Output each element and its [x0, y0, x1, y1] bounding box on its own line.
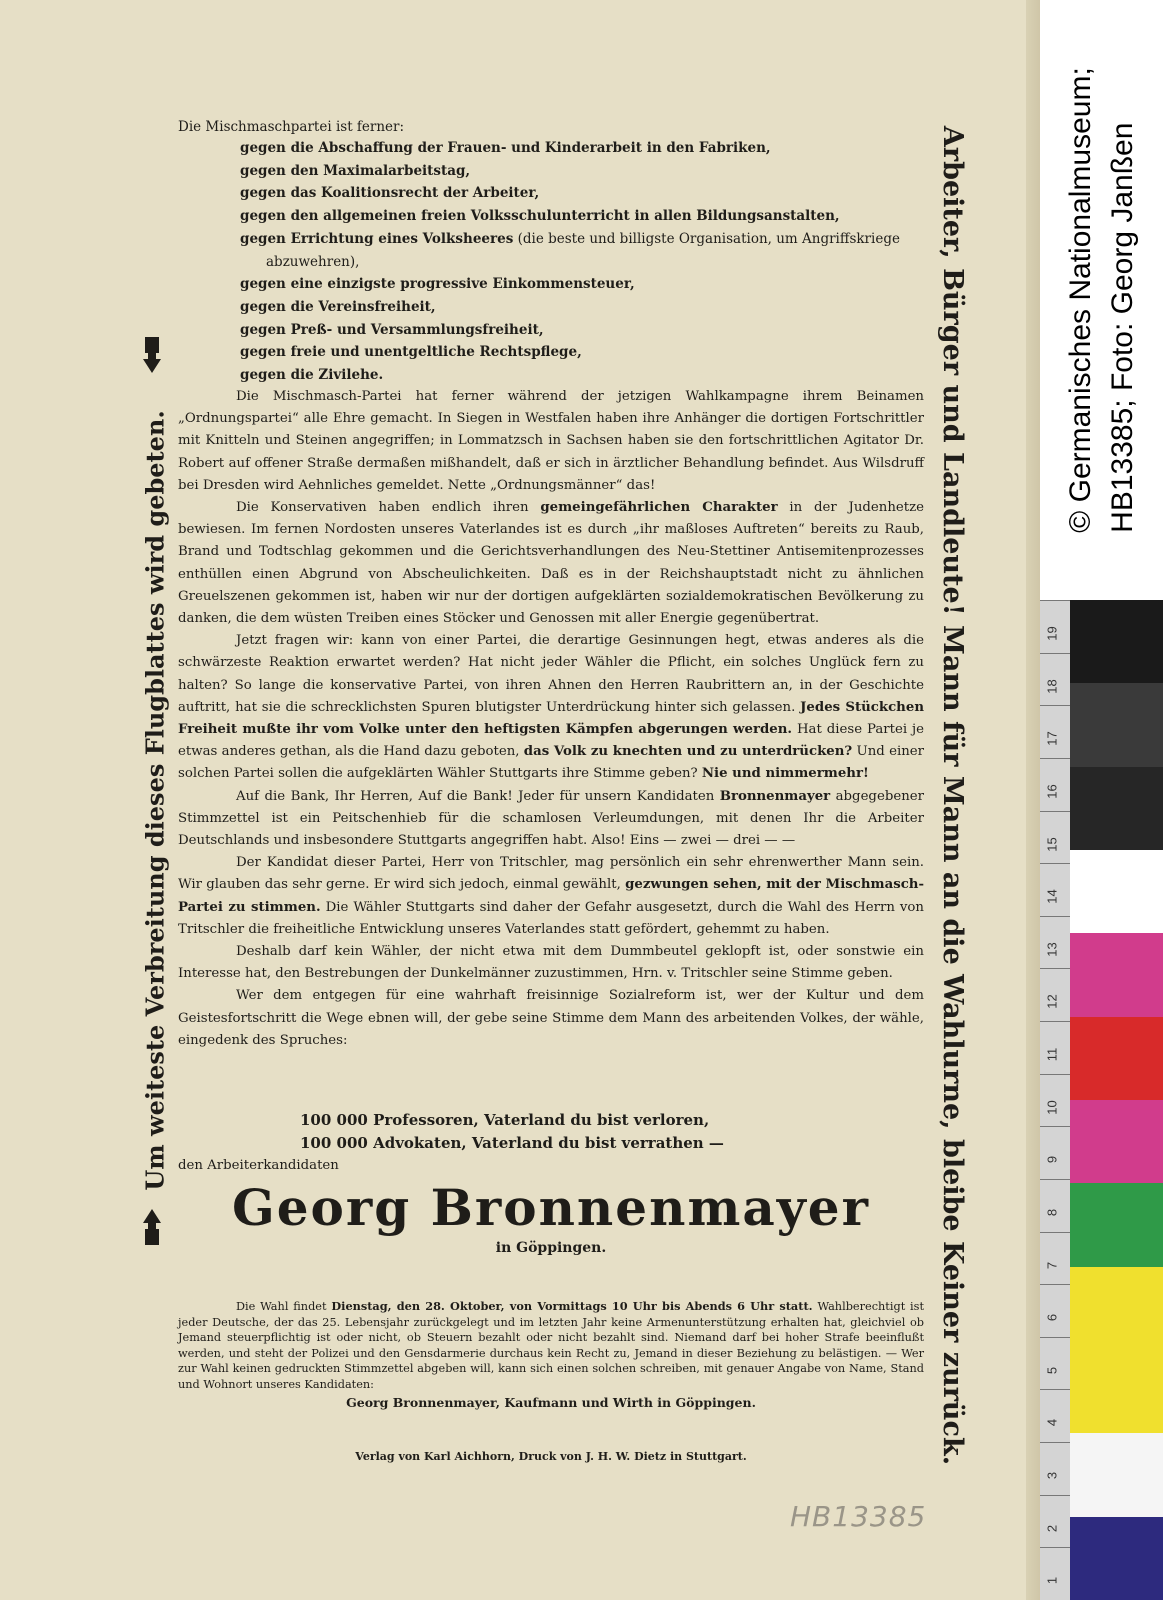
pointing-hand-icon [137, 335, 167, 375]
ruler-tick: 12 [1040, 968, 1070, 1021]
body-text [178, 386, 924, 1052]
list-item: gegen eine einzigste progressive Einkommensteuer, [240, 276, 635, 293]
paragraph-sozialreform: Wer dem entgegen für eine wahrhaft freisinnige Sozialreform ist, wer der Kultur und dem Geistesfortschritt die Wege ebnen will, der gebe seine Stimme dem Mann des arbeitenden Volkes, der wähle, eingedenk des Spruches: [178, 988, 924, 1048]
archive-number-handwritten: HB13385 [790, 1500, 927, 1533]
color-calibration-chart [1070, 600, 1163, 1600]
ruler-tick: 17 [1040, 705, 1070, 758]
color-swatch [1070, 1350, 1163, 1433]
election-info-candidate: Georg Bronnenmayer, Kaufmann und Wirth in Göppingen. [346, 1394, 756, 1410]
ruler-tick: 10 [1040, 1074, 1070, 1127]
color-swatch [1070, 1433, 1163, 1516]
list-item: gegen die Zivilehe. [240, 367, 384, 384]
color-swatch [1070, 600, 1163, 683]
list-item: gegen den Maximalarbeitstag, [240, 162, 471, 179]
ruler-tick: 16 [1040, 758, 1070, 811]
color-swatch [1070, 1183, 1163, 1266]
color-swatch [1070, 1100, 1163, 1183]
paragraph-bank: Auf die Bank, Ihr Herren, Auf die Bank! Jeder für unsern Kandidaten Bronnenmayer abgegebener Stimmzettel ist ein Peitschenhieb für die schamlosen Verleumdungen, mit denen Ihr die Arbeiter Deutschlands und insbesondere Stuttgarts angegriffen habt. Also! Eins — zwei — drei — — [178, 788, 924, 849]
list-item: gegen freie und unentgeltliche Rechtspflege, [240, 344, 582, 361]
ruler-tick: 6 [1040, 1284, 1070, 1337]
left-margin-text: Um weiteste Verbreitung dieses Flugblattes wird gebeten. [140, 409, 170, 1191]
publisher-imprint: Verlag von Karl Aichhorn, Druck von J. H. W. Dietz in Stuttgart. [355, 1450, 747, 1463]
ruler-tick: 5 [1040, 1337, 1070, 1390]
candidate-intro: den Arbeiterkandidaten [178, 1158, 339, 1173]
ruler-tick: 14 [1040, 863, 1070, 916]
ruler-tick: 18 [1040, 653, 1070, 706]
paragraph-ordnungspartei: Die Mischmasch-Partei hat ferner während der jetzigen Wahlkampagne ihrem Beinamen „Ordnungspartei“ alle Ehre gemacht. In Siegen in Westfalen haben ihre Anhänger die dortigen Fortschrittler mit Knitteln und Steinen angegriffen; in Lommatzsch in Sachsen haben sie den fortschrittlichen Agitator Dr. Robert auf offener Straße dermaßen mißhandelt, daß er sich in ärztlicher Behandlung befindet. Aus Wilsdruff bei Dresden wird Aehnliches gemeldet. Nette „Ordnungsmänner“ das! [178, 389, 924, 493]
right-margin-text: Arbeiter, Bürger und Landleute! Mann für Mann an die Wahlurne, bleibe Keiner zurück. [937, 125, 969, 1465]
ruler-tick: 19 [1040, 600, 1070, 653]
color-swatch [1070, 1517, 1163, 1600]
photo-credit [1040, 0, 1163, 600]
list-item: gegen Preß- und Versammlungsfreiheit, [240, 321, 544, 338]
color-swatch [1070, 1017, 1163, 1100]
list-item: gegen den allgemeinen freien Volksschulunterricht in allen Bildungsanstalten, [240, 208, 840, 225]
ruler-tick: 13 [1040, 916, 1070, 969]
color-swatch [1070, 683, 1163, 766]
paragraph-dummbeutel: Deshalb darf kein Wähler, der nicht etwa mit dem Dummbeutel geklopft ist, oder sonstwie ein Interesse hat, den Bestrebungen der Dunkelmänner zuzustimmen, Hrn. v. Tritschler seine Stimme geben. [178, 944, 924, 982]
credit-line-2: HB13385; Foto: Georg Janßen [1105, 122, 1139, 533]
slogan-line-1: 100 000 Professoren, Vaterland du bist verloren, [300, 1111, 710, 1129]
ruler-tick: 2 [1040, 1495, 1070, 1548]
ruler-tick: 7 [1040, 1232, 1070, 1285]
color-swatch [1070, 933, 1163, 1016]
pointing-hand-icon [137, 1207, 167, 1247]
color-swatch [1070, 1267, 1163, 1350]
opposition-list [240, 137, 920, 387]
ruler-tick: 3 [1040, 1442, 1070, 1495]
color-swatch [1070, 767, 1163, 850]
color-swatch [1070, 850, 1163, 933]
list-item: gegen das Koalitionsrecht der Arbeiter, [240, 185, 540, 202]
paragraph-tritschler: Der Kandidat dieser Partei, Herr von Tritschler, mag persönlich ein sehr ehrenwerther Mann sein. Wir glauben das sehr gerne. Er wird sich jedoch, einmal gewählt, gezwungen sehen, mit der Mischmasch-Partei zu stimmen. Die Wähler Stuttgarts sind daher der Gefahr ausgesetzt, durch die Wahl des Herrn von Tritschler die freiheitliche Entwicklung unseres Vaterlandes statt gefördert, gehemmt zu haben. [178, 855, 924, 937]
paragraph-reaktion: Jetzt fragen wir: kann von einer Partei, die derartige Gesinnungen hegt, etwas anderes als die schwärzeste Reaktion erwartet werden? Hat nicht jeder Wähler die Pflicht, ein solches Unglück fern zu halten? So lange die konservative Partei, von ihren Ahnen den Herren Raubrittern an, in der Geschichte auftritt, hat sie die schrecklichsten Spuren blutigster Unterdrückung hinter sich gelassen. Jedes Stückchen Freiheit mußte ihr vom Volke unter den heftigsten Kämpfen abgerungen werden. Hat diese Partei je etwas anderes gethan, als die Hand dazu geboten, das Volk zu knechten und zu unterdrücken? Und einer solchen Partei sollen die aufgeklärten Wähler Stuttgarts ihre Stimme geben? Nie und nimmermehr! [178, 633, 924, 782]
slogan-line-2: 100 000 Advokaten, Vaterland du bist verrathen — [300, 1134, 724, 1152]
ruler-tick: 15 [1040, 811, 1070, 864]
list-item: gegen Errichtung eines Volksheeres (die beste und billigste Organisation, um Angriffskriege abzuwehren), [240, 230, 900, 270]
ruler-tick: 11 [1040, 1021, 1070, 1074]
ruler-tick: 8 [1040, 1179, 1070, 1232]
candidate-place: in Göppingen. [495, 1240, 607, 1256]
paragraph-konservative: Die Konservativen haben endlich ihren gemeingefährlichen Charakter in der Judenhetze bewiesen. Im fernen Nordosten unseres Vaterlandes ist es durch „ihr maßloses Auftreten“ bereits zu Raub, Brand und Todtschlag gekommen und die Gerichtsverhandlungen des Neu-Stettiner Antisemitenprozesses enthüllen einen Abgrund von Abscheulichkeiten. Daß es in der Reichshauptstadt nicht zu ähnlichen Greuelszenen gekommen ist, haben wir nur der dortigen aufgeklärten sozialdemokratischen Bevölkerung zu danken, die dem wüsten Treiben eines Stöcker und Genossen mit aller Energie gegenübertrat. [178, 500, 925, 627]
measurement-ruler [1040, 600, 1070, 1600]
election-info: Die Wahl findet Dienstag, den 28. Oktober, von Vormittags 10 Uhr bis Abends 6 Uhr statt. Wahlberechtigt ist jeder Deutsche, der das 25. Lebensjahr zurückgelegt und im letzten Jahr keine Armenunterstützung erhalten hat, gleichviel ob Jemand steuerpflichtig ist oder nicht, ob Steuern bezahlt oder nicht bezahlt sind. Niemand darf bei hoher Strafe beeinflußt werden, und steht der Polizei und den Gensdarmerie durchaus kein Recht zu, Jemand in dieser Beziehung zu belästigen. — Wer zur Wahl keinen gedruckten Stimmzettel abgeben will, kann sich einen solchen schreiben, mit genauer Angabe von Name, Stand und Wohnort unseres Kandidaten: Georg Bronnenmayer, Kaufmann und Wirth in Göppingen. [178, 1299, 925, 1410]
list-item: gegen die Vereinsfreiheit, [240, 298, 436, 315]
candidate-name: Georg Bronnenmayer [232, 1178, 870, 1237]
ruler-tick: 9 [1040, 1126, 1070, 1179]
list-item: gegen die Abschaffung der Frauen- und Kinderarbeit in den Fabriken, [240, 140, 771, 156]
ruler-tick: 4 [1040, 1389, 1070, 1442]
credit-line-1: © Germanisches Nationalmuseum; [1063, 67, 1097, 533]
list-intro: Die Mischmaschpartei ist ferner: [178, 119, 405, 135]
ruler-tick: 1 [1040, 1547, 1070, 1600]
slogan [300, 1109, 724, 1155]
